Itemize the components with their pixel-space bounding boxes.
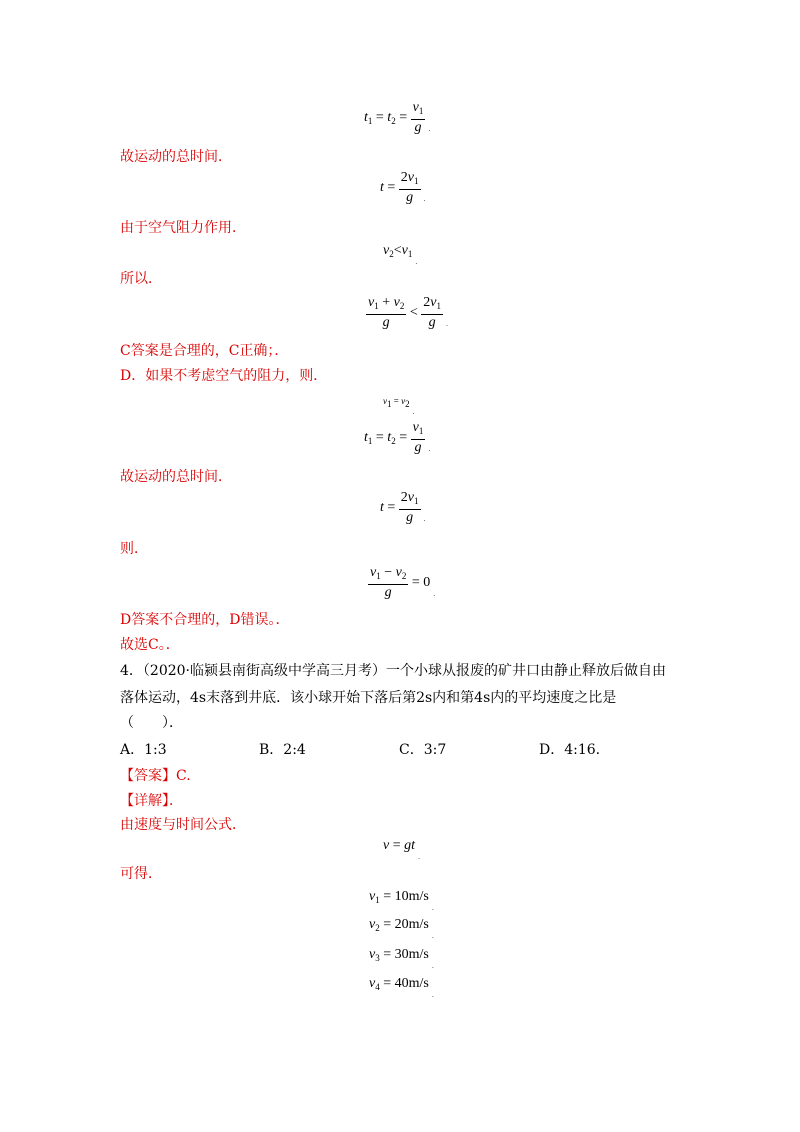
question-4-line-2: 落体运动，4s末落到井底．该小球开始下落后第2s内和第4s内的平均速度之比是	[120, 690, 617, 706]
question-number: 4．	[120, 663, 143, 679]
equation-total-time: t = $\frac{2v_1}{g}$ $_.$	[380, 170, 426, 205]
text-total-time: 故运动的总时间．	[120, 149, 232, 165]
text-total-time-second: 故运动的总时间．	[120, 469, 232, 485]
text-then: 则．	[120, 541, 148, 557]
text-c-correct: C答案是合理的，C正确；．	[120, 343, 289, 359]
v4-value: 40m/s	[394, 976, 429, 991]
v3-value: 30m/s	[394, 947, 429, 962]
question-4-line-3: （ ）．	[120, 715, 183, 731]
equation-v-gt: $v = gt_.$	[383, 838, 421, 861]
equation-t1-t2-second: $t_1 = t_2$ = $\frac{v_1}{g}$ $_.$	[364, 420, 431, 455]
option-a: A．1:3	[120, 742, 167, 758]
text-choose-c: 故选C。．	[120, 637, 180, 653]
equation-inequality: $\frac{v_1 + v_2}{g}$ < $\frac{2v_1}{g}$ $_.$	[368, 295, 448, 330]
equation-v2-value: $v_2 = 20m/s_.$	[369, 917, 434, 940]
text-air-resistance: 由于空气阻力作用．	[120, 220, 246, 236]
option-b: B．2:4	[259, 742, 306, 758]
text-d-no-air: D．如果不考虑空气的阻力，则．	[120, 368, 328, 384]
equation-total-time-second: t = $\frac{2v_1}{g}$ $_.$	[380, 490, 426, 525]
detail-label: 【详解】．	[120, 793, 183, 809]
question-4-line-1	[120, 662, 666, 680]
v1-value: 10m/s	[394, 889, 429, 904]
equation-t1-t2: $t_1 = t_2$ = $\frac{v_1}{g}$ $_.$	[364, 100, 431, 135]
text-velocity-time-formula: 由速度与时间公式．	[120, 817, 246, 833]
equation-v2-lt-v1: $v_2<v_{1.}$	[383, 243, 418, 266]
text-can-get: 可得．	[120, 866, 162, 882]
text-so: 所以．	[120, 271, 162, 287]
option-c: C．3:7	[399, 742, 447, 758]
equation-v4-value: $v_4 = 40m/s_.$	[369, 976, 434, 999]
equation-v1-value: $v_1 = 10m/s_.$	[369, 889, 434, 912]
equation-v3-value: $v_3 = 30m/s_.$	[369, 947, 434, 970]
option-d: D．4:16.	[539, 742, 601, 758]
text-d-wrong: D答案不合理的，D错误。．	[120, 612, 290, 628]
equation-v1-eq-v2: v1 = v2.	[383, 396, 415, 416]
answer-label: 【答案】C.	[120, 768, 191, 784]
v2-value: 20m/s	[394, 917, 429, 932]
question-stem-1: （2020·临颍县南街高级中学高三月考）一个小球从报废的矿井口由静止释放后做自由	[142, 663, 666, 679]
equation-diff-zero: $\frac{v_1 - v_2}{g}$ = $0_.$	[370, 565, 436, 600]
